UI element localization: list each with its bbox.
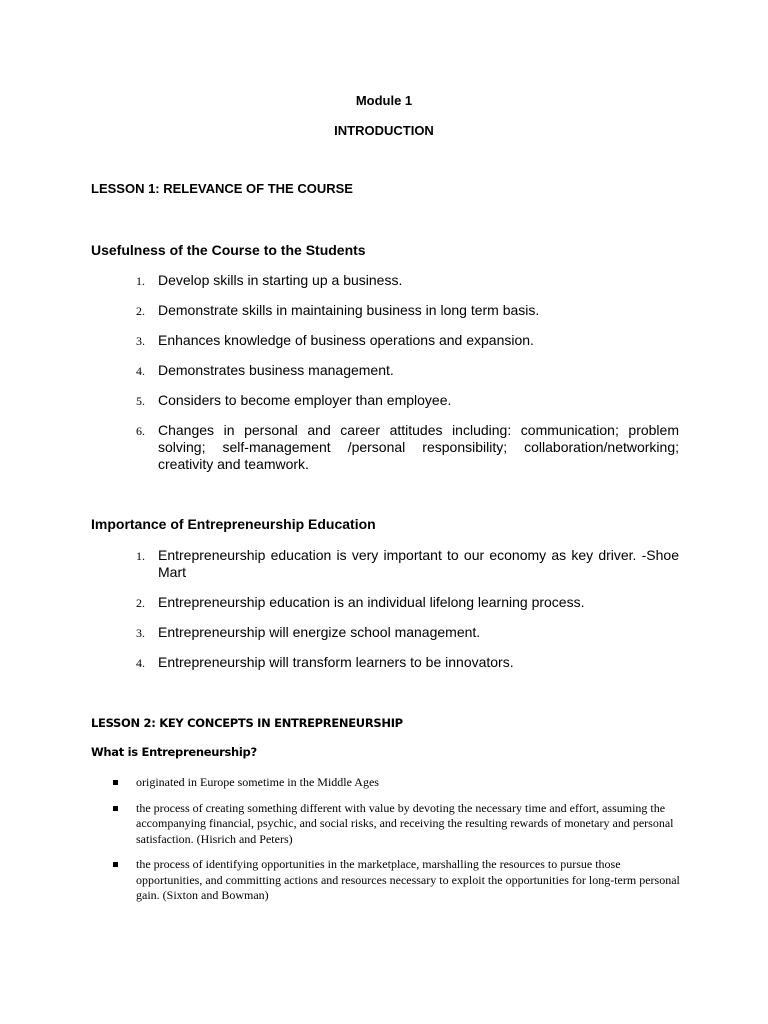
usefulness-heading: Usefulness of the Course to the Students bbox=[91, 242, 366, 258]
list-item-text: Develop skills in starting up a business. bbox=[158, 272, 403, 288]
module-subtitle: INTRODUCTION bbox=[334, 123, 434, 138]
list-item-text: Demonstrate skills in maintaining business in long term basis. bbox=[158, 302, 540, 318]
list-number: 4. bbox=[136, 656, 145, 670]
list-item-text: originated in Europe sometime in the Middle Ages bbox=[136, 775, 379, 789]
definition-list bbox=[91, 775, 681, 904]
lesson2-heading: LESSON 2: KEY CONCEPTS IN ENTREPRENEURSHIP bbox=[91, 716, 403, 730]
list-number: 2. bbox=[136, 304, 145, 318]
list-number: 4. bbox=[136, 364, 145, 378]
list-item-text: Considers to become employer than employee. bbox=[158, 392, 452, 408]
list-item bbox=[91, 332, 679, 349]
usefulness-list bbox=[91, 272, 679, 473]
list-number: 3. bbox=[136, 626, 145, 640]
list-item bbox=[91, 594, 679, 611]
list-item bbox=[91, 801, 681, 848]
list-number: 1. bbox=[136, 549, 145, 563]
list-number: 3. bbox=[136, 334, 145, 348]
list-item bbox=[91, 362, 679, 379]
importance-list bbox=[91, 547, 679, 671]
list-item bbox=[91, 392, 679, 409]
list-item-text: Entrepreneurship will transform learners to be innovators. bbox=[158, 654, 514, 670]
list-item bbox=[91, 654, 679, 671]
list-item-text: Entrepreneurship education is an individual lifelong learning process. bbox=[158, 594, 585, 610]
list-item bbox=[91, 422, 679, 473]
list-number: 1. bbox=[136, 274, 145, 288]
list-number: 6. bbox=[136, 424, 145, 438]
square-bullet-icon bbox=[113, 862, 118, 867]
list-item bbox=[91, 857, 681, 904]
list-item-text: Enhances knowledge of business operations and expansion. bbox=[158, 332, 534, 348]
importance-heading: Importance of Entrepreneurship Education bbox=[91, 516, 376, 532]
list-item-text: Entrepreneurship education is very important to our economy as key driver. -Shoe Mart bbox=[158, 547, 679, 580]
list-item bbox=[91, 302, 679, 319]
list-item-text: the process of creating something different with value by devoting the necessary time and effort, assuming the accompanying financial, psychic, and social risks, and receiving the resulting rewards of monetary and personal satisfaction. (Hisrich and Peters) bbox=[136, 800, 674, 846]
list-item-text: the process of identifying opportunities in the marketplace, marshalling the resources to pursue those opportunities, and committing actions and resources necessary to exploit the opportunities for long-term personal gain. (Sixton and Bowman) bbox=[136, 857, 680, 902]
module-title: Module 1 bbox=[355, 93, 413, 108]
list-item bbox=[91, 272, 679, 289]
lesson2-question: What is Entrepreneurship? bbox=[91, 745, 257, 759]
square-bullet-icon bbox=[113, 806, 118, 811]
list-number: 2. bbox=[136, 596, 145, 610]
list-item bbox=[91, 547, 679, 581]
list-item-text: Changes in personal and career attitudes including: communication; problem solving; self-management /personal responsibility; collaboration/networking; creativity and teamwork. bbox=[158, 422, 679, 472]
list-number: 5. bbox=[136, 394, 145, 408]
list-item-text: Entrepreneurship will energize school management. bbox=[158, 624, 481, 640]
lesson1-heading: LESSON 1: RELEVANCE OF THE COURSE bbox=[91, 181, 353, 196]
list-item bbox=[91, 775, 681, 791]
list-item-text: Demonstrates business management. bbox=[158, 362, 394, 378]
list-item bbox=[91, 624, 679, 641]
square-bullet-icon bbox=[113, 780, 118, 785]
